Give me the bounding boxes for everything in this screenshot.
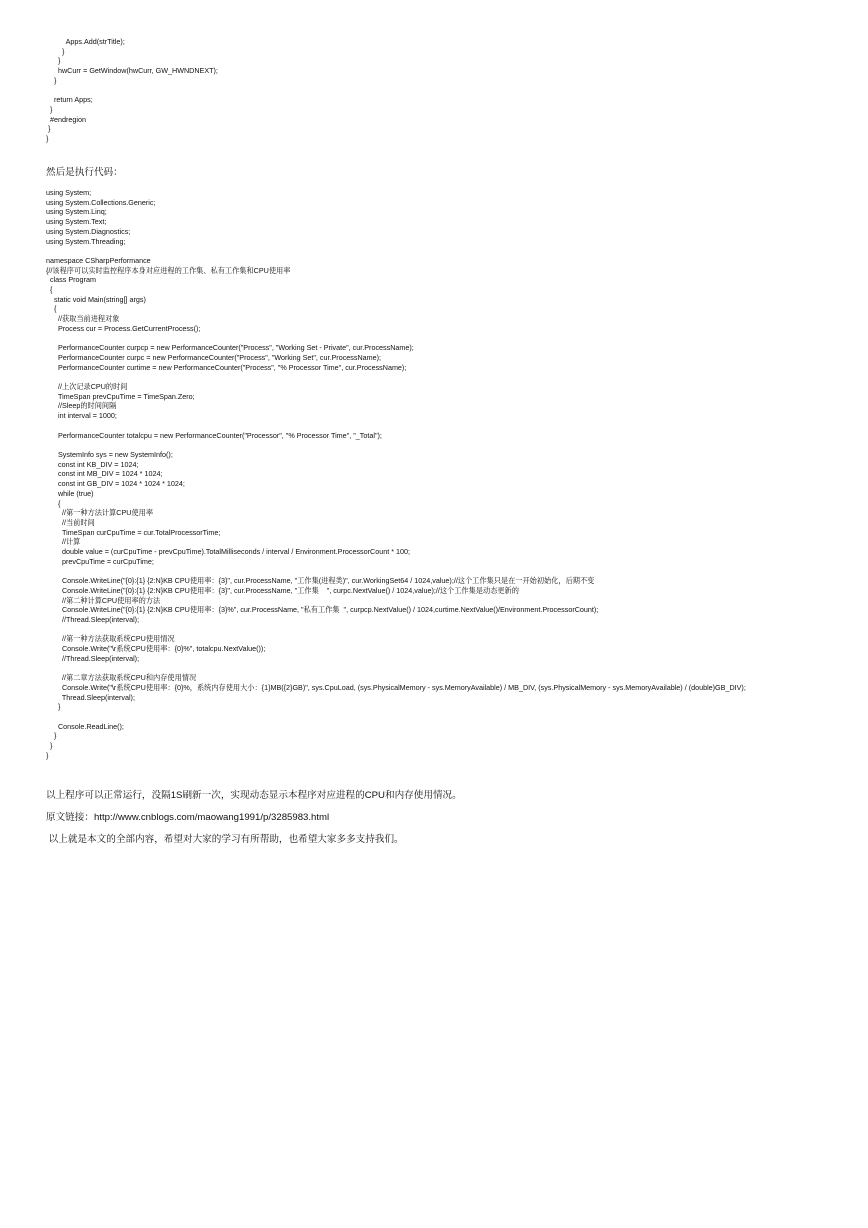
closing-paragraph: 以上就是本文的全部内容，希望对大家的学习有所帮助，也希望大家多多支持我们。	[46, 834, 404, 845]
source-link-paragraph: 原文链接：http://www.cnblogs.com/maowang1991/p/3285983.html	[46, 812, 330, 823]
summary-paragraph: 以上程序可以正常运行，没隔1S刷新一次，实现动态显示本程序对应进程的CPU和内存使用情况。	[46, 790, 462, 801]
intro-paragraph: 然后是执行代码：	[46, 167, 123, 178]
code-block-tail: Apps.Add(strTitle); } } hwCurr = GetWindow(hwCurr, GW_HWNDNEXT); } return Apps; } #endregion } }	[46, 37, 218, 144]
code-block-main: using System; using System.Collections.Generic; using System.Linq; using System.Text; using System.Diagnostics; using System.Threading; namespace CSharpPerformance {//该程序可以实时监控程序本身对应进程的工作集、私有工作集和CPU使用率 class Program { static void Main(string[] args) { //获取当前进程对象 Process cur = Process.GetCurrentProcess(); PerformanceCounter curpcp = new PerformanceCounter("Process", "Working Set - Private", cur.ProcessName); PerformanceCounter curpc = new PerformanceCounter("Process", "Working Set", cur.ProcessName); PerformanceCounter curtime = new PerformanceCounter("Process", "% Processor Time", cur.ProcessName); //上次记录CPU的时间 TimeSpan prevCpuTime = TimeSpan.Zero; //Sleep的时间间隔 int interval = 1000; PerformanceCounter totalcpu = new PerformanceCounter("Processor", "% Processor Time", "_Total"); SystemInfo sys = new SystemInfo(); const int KB_DIV = 1024; const int MB_DIV = 1024 * 1024; const int GB_DIV = 1024 * 1024 * 1024; while (true) { //第一种方法计算CPU使用率 //当前时间 TimeSpan curCpuTime = cur.TotalProcessorTime; //计算 double value = (curCpuTime - prevCpuTime).TotalMilliseconds / interval / Environment.ProcessorCount * 100; prevCpuTime = curCpuTime; Console.WriteLine("{0}:{1} {2:N}KB CPU使用率：{3}", cur.ProcessName, "工作集(进程类)", cur.WorkingSet64 / 1024,value);//这个工作集只是在一开始初始化，后期不变 Console.WriteLine("{0}:{1} {2:N}KB CPU使用率：{3}", cur.ProcessName, "工作集 ", curpc.NextValue() / 1024,value);//这个工作集是动态更新的 //第二种计算CPU使用率的方法 Console.WriteLine("{0}:{1} {2:N}KB CPU使用率：{3}%", cur.ProcessName, "私有工作集 ", curpcp.NextValue() / 1024,curtime.NextValue()/Environment.ProcessorCount); //Thread.Sleep(interval); //第一种方法获取系统CPU使用情况 Console.Write("\r系统CPU使用率：{0}%", totalcpu.NextValue()); //Thread.Sleep(interval); //第二章方法获取系统CPU和内存使用情况 Console.Write("\r系统CPU使用率：{0}%，系统内存使用大小：{1}MB({2}GB)", sys.CpuLoad, (sys.PhysicalMemory - sys.MemoryAvailable) / MB_DIV, (sys.PhysicalMemory - sys.MemoryAvailable) / (double)GB_DIV); Thread.Sleep(interval); } Console.ReadLine(); } } }	[46, 188, 746, 760]
